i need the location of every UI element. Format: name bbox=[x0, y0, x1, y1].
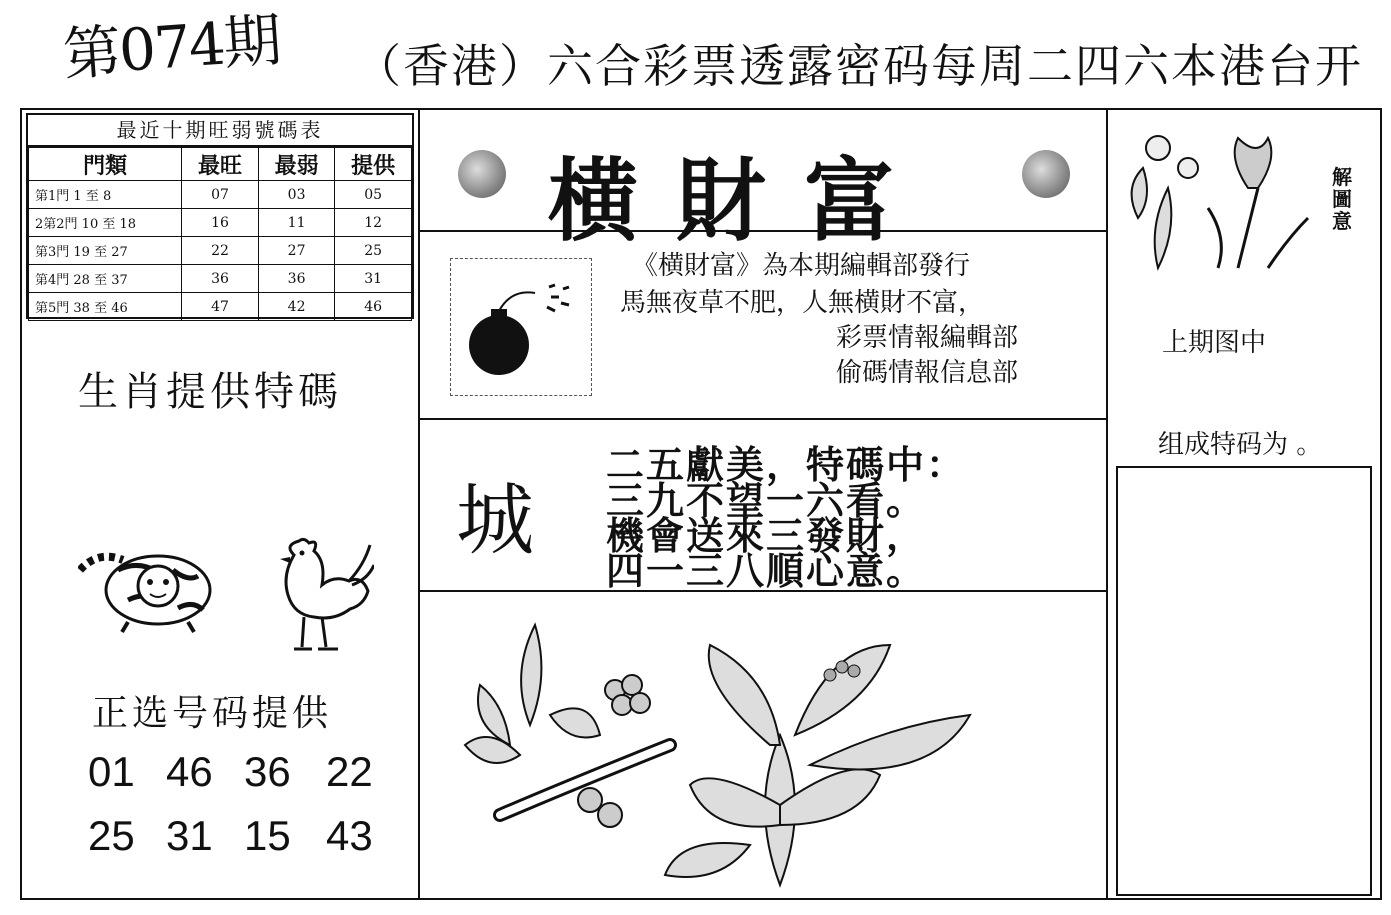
row-cold: 03 bbox=[258, 181, 335, 209]
table-row bbox=[29, 209, 412, 237]
pick-number: 31 bbox=[166, 812, 213, 859]
picks-title: 正选号码提供 bbox=[92, 693, 333, 734]
pick-number: 46 bbox=[166, 748, 213, 795]
row-cold: 11 bbox=[258, 209, 335, 237]
headline: （香港）六合彩票透露密码每周二四六本港台开 bbox=[355, 39, 1363, 93]
row-hot: 16 bbox=[182, 209, 259, 237]
row-cold: 42 bbox=[258, 293, 335, 321]
row-category: 第3門 19 至 27 bbox=[29, 237, 182, 265]
table-row bbox=[29, 181, 412, 209]
table-row bbox=[29, 237, 412, 265]
col-cold: 最弱 bbox=[258, 148, 335, 181]
issue-number: 第074期 bbox=[60, 5, 282, 89]
row-offer: 46 bbox=[335, 293, 412, 321]
side-label: 解圖意 bbox=[1332, 165, 1352, 233]
poem-line: 三九不望一六看。 bbox=[606, 479, 927, 523]
main-title: 横財富 bbox=[548, 148, 932, 254]
row-category: 2第2門 10 至 18 bbox=[29, 209, 182, 237]
zodiac-title: 生肖提供特碼 bbox=[78, 369, 342, 415]
poem-line: 機會送來三發財， bbox=[606, 514, 927, 558]
row-cold: 36 bbox=[258, 265, 335, 293]
intro-line: 《横財富》為本期編輯部發行 bbox=[632, 251, 971, 281]
intro-line: 馬無夜草不肥，人無横財不富， bbox=[620, 288, 985, 318]
divider-right bbox=[1106, 108, 1108, 900]
intro-line: 彩票情報編輯部 bbox=[836, 323, 1019, 353]
row-category: 第1門 1 至 8 bbox=[29, 181, 182, 209]
coin-icon-left bbox=[458, 150, 506, 198]
pick-number: 36 bbox=[244, 748, 291, 795]
row-category: 第4門 28 至 37 bbox=[29, 265, 182, 293]
col-hot: 最旺 bbox=[182, 148, 259, 181]
flower-illustration bbox=[1118, 128, 1318, 278]
row-offer: 31 bbox=[335, 265, 412, 293]
hint-line-2: 组成特码为 。 bbox=[1158, 430, 1323, 460]
divider-left bbox=[418, 108, 420, 900]
poem-line: 二五獻美，特碼中： bbox=[606, 443, 967, 487]
row-hot: 07 bbox=[182, 181, 259, 209]
history-table bbox=[26, 113, 414, 319]
pick-number: 22 bbox=[326, 748, 373, 795]
row-offer: 25 bbox=[335, 237, 412, 265]
pick-number: 01 bbox=[88, 748, 135, 795]
divider-center-2 bbox=[418, 418, 1108, 420]
tiger-icon bbox=[78, 530, 218, 634]
table-row bbox=[29, 293, 412, 321]
col-offer: 提供 bbox=[335, 148, 412, 181]
table-title: 最近十期旺弱號碼表 bbox=[28, 115, 412, 147]
row-hot: 47 bbox=[182, 293, 259, 321]
poem-key-char: 城 bbox=[456, 476, 535, 566]
pick-number: 25 bbox=[88, 812, 135, 859]
row-hot: 36 bbox=[182, 265, 259, 293]
col-category: 門類 bbox=[29, 148, 182, 181]
row-offer: 05 bbox=[335, 181, 412, 209]
answer-box bbox=[1116, 466, 1372, 896]
table-row bbox=[29, 265, 412, 293]
poem-line: 四一三八順心意。 bbox=[606, 549, 927, 593]
row-offer: 12 bbox=[335, 209, 412, 237]
bomb-frame bbox=[450, 258, 592, 396]
bomb-icon bbox=[451, 259, 591, 395]
row-cold: 27 bbox=[258, 237, 335, 265]
hint-line-1: 上期图中 bbox=[1162, 328, 1267, 358]
row-hot: 22 bbox=[182, 237, 259, 265]
coin-icon-right bbox=[1022, 150, 1070, 198]
pick-number: 15 bbox=[244, 812, 291, 859]
row-category: 第5門 38 至 46 bbox=[29, 293, 182, 321]
intro-line: 偷碼情報信息部 bbox=[836, 358, 1019, 388]
rooster-icon bbox=[264, 535, 374, 660]
pick-number: 43 bbox=[326, 812, 373, 859]
plant-illustration bbox=[450, 605, 1010, 895]
